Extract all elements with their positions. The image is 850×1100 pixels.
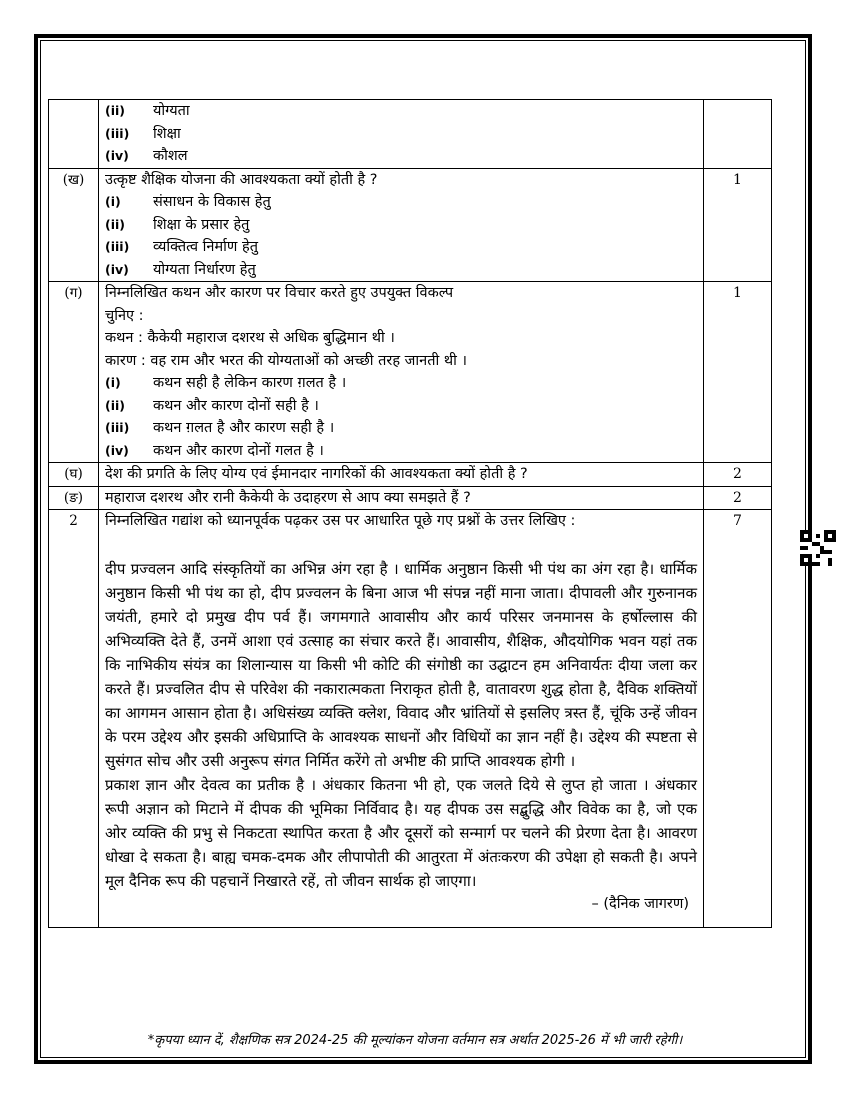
qr-code-icon: [800, 530, 836, 566]
table-row: [49, 463, 772, 487]
question-body: [99, 282, 704, 463]
assertion-statement: कथन : कैकेयी महाराज दशरथ से अधिक बुद्धिमान थी ।: [105, 330, 395, 346]
table-row: [49, 486, 772, 510]
question-label: [49, 100, 99, 169]
question-marks: 2: [704, 463, 772, 487]
question-body: [99, 168, 704, 282]
question-table: [48, 99, 772, 928]
assertion-reason: कारण : वह राम और भरत की योग्यताओं को अच्छी तरह जानती थी ।: [105, 352, 467, 369]
question-text: उत्कृष्ट शैक्षिक योजना की आवश्यकता क्यों होती है ?: [105, 171, 378, 188]
option-item: (i) संसाधन के विकास हेतु: [105, 194, 271, 210]
option-item: (ii) शिक्षा के प्रसार हेतु: [105, 216, 250, 233]
option-item: (ii) योग्यता: [105, 103, 190, 119]
question-label: (ग): [49, 282, 99, 463]
option-item: (iv) कौशल: [105, 148, 188, 164]
question-text: महाराज दशरथ और रानी कैकेयी के उदाहरण से आप क्या समझते हैं ?: [105, 489, 471, 506]
option-item: (iii) कथन ग़लत है और कारण सही है ।: [105, 420, 335, 436]
question-marks: 1: [704, 168, 772, 282]
question-body: [99, 100, 704, 169]
question-text: निम्नलिखित कथन और कारण पर विचार करते हुए उपयुक्त विकल्प: [105, 285, 454, 301]
question-label: (घ): [49, 463, 99, 487]
table-row: [49, 510, 772, 928]
question-marks: 2: [704, 486, 772, 510]
table-row: [49, 282, 772, 463]
option-item: (iii) व्यक्तित्व निर्माण हेतु: [105, 239, 258, 255]
table-row: [49, 168, 772, 282]
option-item: (iv) कथन और कारण दोनों गलत है ।: [105, 442, 324, 459]
question-body: [99, 486, 704, 510]
question-label: (ङ): [49, 486, 99, 510]
footer-note: *कृपया ध्यान दें, शैक्षणिक सत्र 2024-25 की मूल्यांकन योजना वर्तमान सत्र अर्थात 2025-26 में भी जारी रहेगी।: [147, 1033, 683, 1048]
option-item: (iii) शिक्षा: [105, 125, 181, 142]
passage-paragraph-1: दीप प्रज्वलन आदि संस्कृतियों का अभिन्न अंग रहा है । धार्मिक अनुष्ठान किसी भी पंथ का अंग रहा है। धार्मिक अनुष्ठान किसी भी पंथ का हो, दीप प्रज्वलन के बिना आज भी संपन्न नहीं माना जाता। दीपावली और गुरुनानक जयंती, हमारे दो प्रमुख दीप पर्व हैं। जगमगाते आवासीय और कार्य परिसर जनमानस के हर्षोल्लास की अभिव्यक्ति देते हैं, उनमें आशा एवं उत्साह का संचार करते हैं। आवासीय, शैक्षिक, औदयोगिक भवन यहां तक कि नाभिकीय संयंत्र का शिलान्यास या किसी भी कोटि की संगोष्ठी का उद्घाटन हम अनिवार्यतः दीया जला कर करते हैं। प्रज्वलित दीप से परिवेश की नकारात्मकता निराकृत होती है, वातावरण शुद्ध होता है, दैविक शक्तियों का आगमन आसान होता है। अधिसंख्य व्यक्ति क्लेश, विवाद और भ्रांतियों से इसलिए त्रस्त हैं, चूंकि उन्हें जीवन के परम उद्देश्य और इसकी अधिप्राप्ति के आवश्यक साधनों और विधियों का ज्ञान नहीं है। उद्देश्य की स्पष्टता से सुसंगत सोच और उसी अनुरूप संगत निर्मित करेंगे तो अभीष्ट की प्राप्ति आवश्यक होगी ।: [105, 559, 697, 770]
passage-paragraph-2: प्रकाश ज्ञान और देवत्व का प्रतीक है । अंधकार कितना भी हो, एक जलते दिये से लुप्त हो जाता । अंधकार रूपी अज्ञान को मिटाने में दीपक की भूमिका निर्विवाद है। यह दीपक उस सद्बुद्धि और विवेक का है, जो एक ओर व्यक्ति की प्रभु से निकटता स्थापित करता है और दूसरों को सन्मार्ग पर चलने की प्रेरणा देता है। आवरण धोखा दे सकता है। बाह्य चमक-दमक और लीपापोती की आतुरता में अंतःकरण की उपेक्षा हो सकती है। अपने मूल दैनिक रूप की पहचानें निखारते रहें, तो जीवन सार्थक हो जाएगा।: [105, 775, 697, 890]
question-label: 2: [49, 510, 99, 928]
option-item: (ii) कथन और कारण दोनों सही है ।: [105, 397, 319, 414]
question-text: देश की प्रगति के लिए योग्य एवं ईमानदार नागरिकों की आवश्यकता क्यों होती है ?: [105, 466, 528, 482]
question-body: [99, 510, 704, 928]
question-body: [99, 463, 704, 487]
passage-source: – (दैनिक जागरण): [591, 895, 689, 912]
spacer: [105, 533, 697, 557]
option-item: (i) कथन सही है लेकिन कारण ग़लत है ।: [105, 375, 347, 391]
question-text-continued: चुनिए :: [105, 307, 144, 324]
option-item: (iv) योग्यता निर्धारण हेतु: [105, 261, 256, 278]
question-text: निम्नलिखित गद्यांश को ध्यानपूर्वक पढ़कर उस पर आधारित पूछे गए प्रश्नों के उत्तर लिखिए :: [105, 513, 576, 529]
table-row: [49, 100, 772, 169]
question-marks: 7: [704, 510, 772, 928]
question-label: (ख): [49, 168, 99, 282]
question-marks: 1: [704, 282, 772, 463]
question-marks: [704, 100, 772, 169]
